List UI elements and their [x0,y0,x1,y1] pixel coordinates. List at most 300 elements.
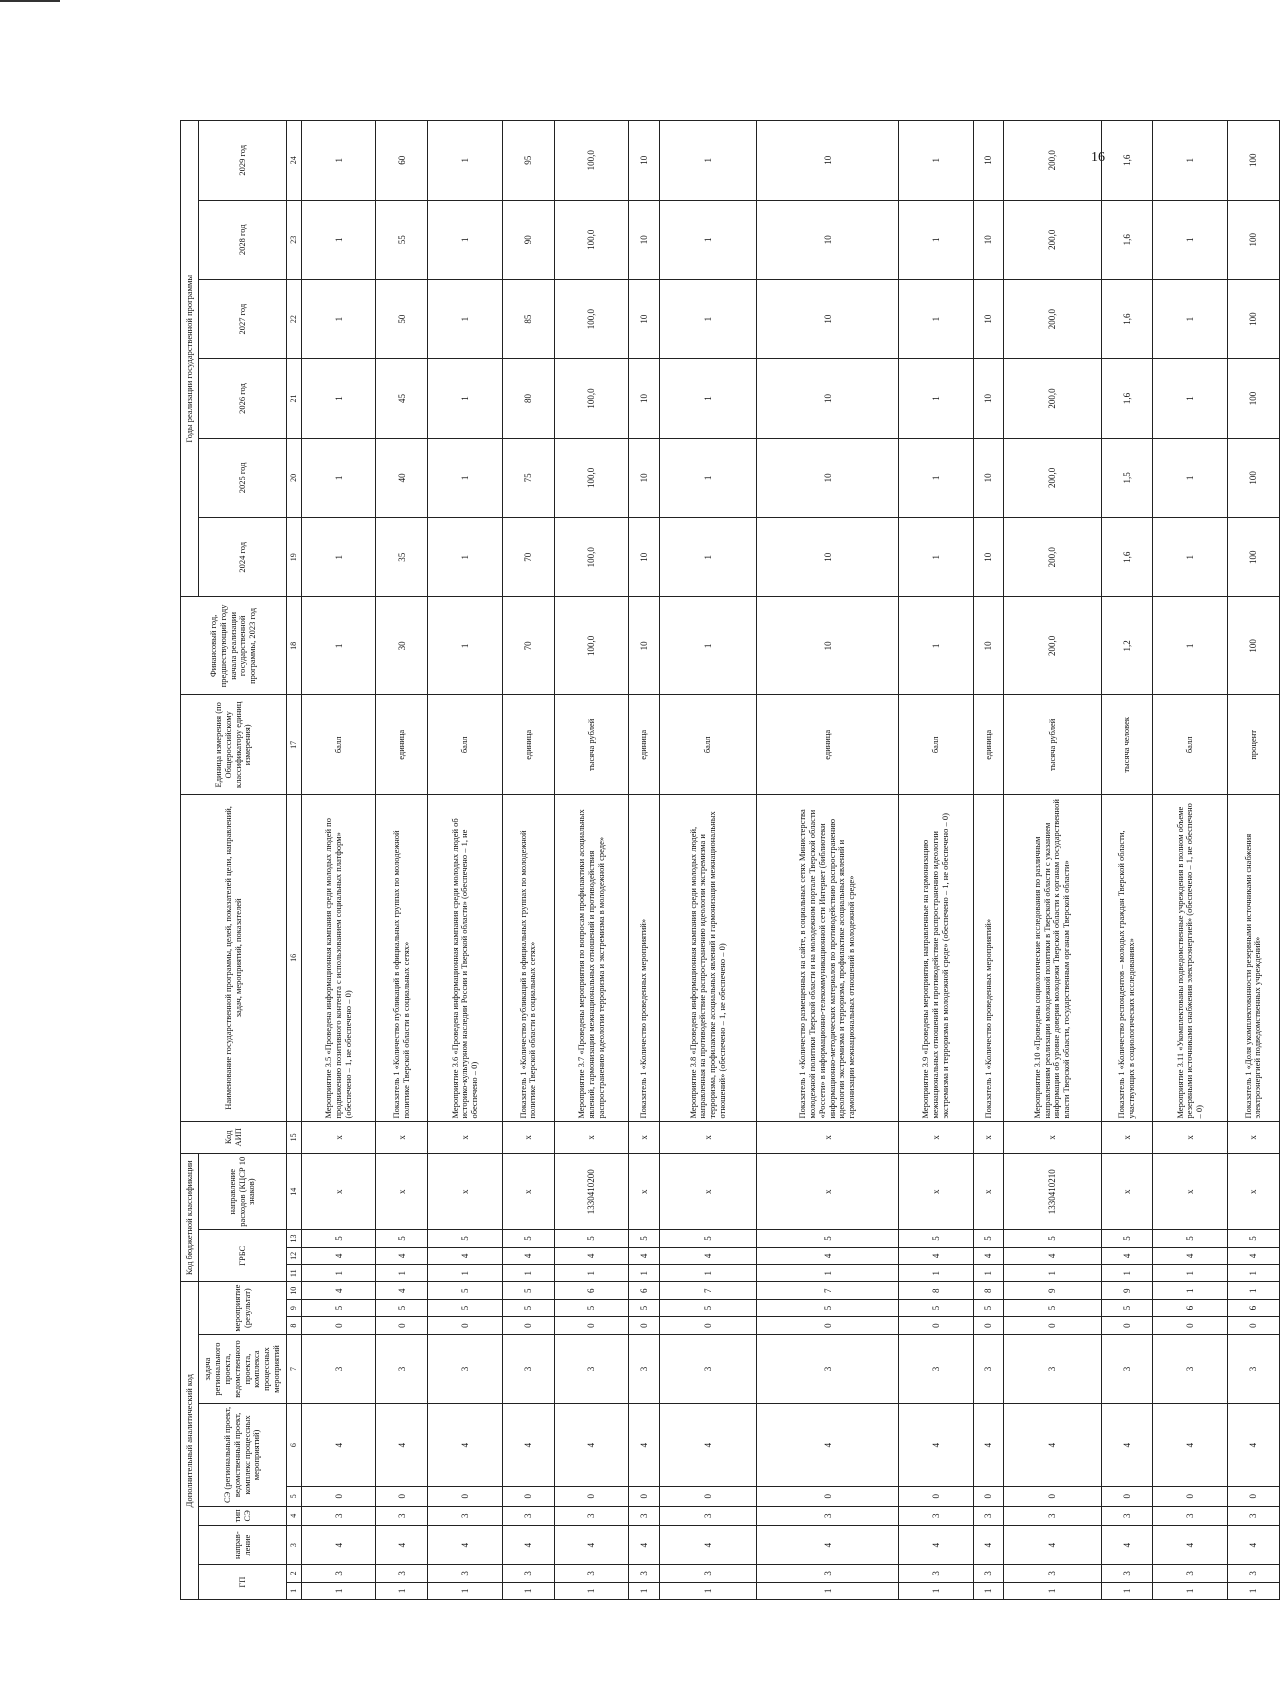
table-row [376,121,428,1600]
code-cell: 1 [428,1265,502,1282]
code-cell: 0 [376,1317,428,1334]
code-cell: 4 [1101,1247,1153,1264]
description-cell: Показатель 1 «Количество проведенных мероприятий» [973,795,1004,1121]
table-row [428,121,502,1600]
year-value-cell: 10 [757,438,899,517]
code-cell: 4 [376,1526,428,1565]
year-value-cell: 1 [899,359,973,438]
code-cell: 4 [1004,1404,1101,1487]
table-row [899,121,973,1600]
code-cell: 0 [1101,1486,1153,1506]
aip-cell: x [302,1121,376,1154]
code-cell: 3 [428,1506,502,1526]
code-cell: 3 [1101,1565,1153,1582]
aip-cell: x [1101,1121,1153,1154]
code-cell: 1 [899,1265,973,1282]
aip-cell: x [1153,1121,1227,1154]
code-cell: 4 [554,1247,628,1264]
code-cell: 4 [629,1247,660,1264]
column-number: 13 [287,1230,302,1247]
code-cell: 6 [1153,1299,1227,1316]
code-cell: 1 [757,1265,899,1282]
column-number: 17 [287,695,302,795]
code-cell: 1 [1101,1265,1153,1282]
code-cell: 8 [899,1282,973,1300]
base-value-cell: 200,0 [1004,597,1101,695]
code-cell: 1 [376,1265,428,1282]
code-cell: 1 [660,1265,757,1282]
code-cell: 4 [1153,1526,1227,1565]
year-value-cell: 1 [302,121,376,201]
table-row [554,121,628,1600]
year-value-cell: 1 [302,359,376,438]
year-value-cell: 100,0 [554,359,628,438]
description-cell: Показатель 1 «Количество размещенных на сайте, в социальных сетях Министерства молодежной политики Тверской области и на молодежном портале Тверской области «Россети» в информационно-телекоммуникационной сети Интернет (библиотеки информационно-методических материалов по противодействию распространению идеологии экстремизма и терроризма, профилактике асоциальных явлений и гармонизации межнациональных отношений в молодежной среде» [757,795,899,1121]
table-row [1101,121,1153,1600]
year-value-cell: 200,0 [1004,359,1101,438]
year-value-cell: 80 [502,359,554,438]
kcsr-cell: x [1227,1154,1279,1230]
column-number: 23 [287,200,302,279]
year-value-cell: 1,6 [1101,279,1153,358]
code-cell: 4 [1227,1247,1279,1264]
aip-code-header: Код АИП [181,1121,287,1154]
year-value-cell: 100 [1227,279,1279,358]
code-cell: 0 [629,1317,660,1334]
fin-year-header: Финансовый год, предшествующий году начала реализации государственной программы, 2023 год [181,597,287,695]
code-cell: 3 [1004,1565,1101,1582]
code-cell: 0 [1153,1486,1227,1506]
aip-cell: x [502,1121,554,1154]
year-value-cell: 1 [428,121,502,201]
column-number-row [287,121,302,1600]
code-cell: 5 [1004,1299,1101,1316]
code-cell: 4 [428,1526,502,1565]
aip-cell: x [1004,1121,1101,1154]
code-cell: 5 [554,1230,628,1247]
aip-cell: x [899,1121,973,1154]
year-value-cell: 90 [502,200,554,279]
code-cell: 4 [376,1404,428,1487]
code-cell: 3 [1227,1565,1279,1582]
code-cell: 0 [899,1486,973,1506]
kcsr-cell: x [629,1154,660,1230]
description-cell: Мероприятие 3.6 «Проведена информационная кампания среди молодых людей об историко-культурном наследии России и Тверской области» (обеспечено – 1, не обеспечено – 0) [428,795,502,1121]
code-cell: 3 [554,1334,628,1404]
table-row [973,121,1004,1600]
code-cell: 3 [1153,1506,1227,1526]
code-cell: 0 [757,1486,899,1506]
year-value-cell: 1 [899,438,973,517]
year-value-cell: 95 [502,121,554,201]
description-cell: Мероприятие 3.5 «Проведена информационная кампания среди молодых людей по продвижению позитивного контента с использованием социальных платформ» (обеспечено – 1, не обеспечено – 0) [302,795,376,1121]
code-cell: 3 [502,1334,554,1404]
code-cell: 3 [757,1506,899,1526]
aip-cell: x [554,1121,628,1154]
year-value-cell: 200,0 [1004,200,1101,279]
code-cell: 7 [757,1282,899,1300]
code-cell: 3 [554,1506,628,1526]
year-value-cell: 1 [428,518,502,597]
year-value-cell: 1,6 [1101,200,1153,279]
grbs-header: ГРБС [199,1230,287,1282]
year-value-cell: 200,0 [1004,121,1101,201]
code-cell: 5 [376,1230,428,1247]
code-cell: 0 [899,1317,973,1334]
code-cell: 5 [502,1230,554,1247]
code-cell: 1 [502,1582,554,1599]
unit-cell: единица [757,695,899,795]
year-value-cell: 10 [629,438,660,517]
code-cell: 3 [899,1334,973,1404]
code-cell: 3 [660,1565,757,1582]
year-value-cell: 200,0 [1004,438,1101,517]
code-cell: 4 [554,1526,628,1565]
year-value-cell: 1 [302,438,376,517]
code-cell: 4 [899,1247,973,1264]
year-value-cell: 100 [1227,518,1279,597]
unit-cell: тысяча человек [1101,695,1153,795]
unit-cell: балл [660,695,757,795]
kcsr-cell: 1330410210 [1004,1154,1101,1230]
code-cell: 1 [899,1582,973,1599]
unit-cell: тысяча рублей [554,695,628,795]
year-value-cell: 1 [899,121,973,201]
base-value-cell: 70 [502,597,554,695]
year-header: 2028 год [199,200,287,279]
napr-rashodov-header: направление расходов (КЦСР 10 знаков) [199,1154,287,1230]
code-cell: 4 [1101,1526,1153,1565]
code-cell: 4 [1004,1247,1101,1264]
code-cell: 4 [376,1282,428,1300]
year-value-cell: 1,6 [1101,121,1153,201]
code-cell: 4 [302,1282,376,1300]
code-cell: 3 [757,1334,899,1404]
code-cell: 0 [1227,1317,1279,1334]
program-table [180,120,1280,1600]
column-number: 20 [287,438,302,517]
year-value-cell: 1 [1153,200,1227,279]
year-value-cell: 10 [629,200,660,279]
column-number: 14 [287,1154,302,1230]
code-cell: 5 [554,1299,628,1316]
year-value-cell: 75 [502,438,554,517]
code-cell: 1 [554,1265,628,1282]
code-cell: 4 [502,1404,554,1487]
code-cell: 0 [973,1486,1004,1506]
description-cell: Мероприятие 3.7 «Проведены мероприятия по вопросам профилактики асоциальных явлений, гармонизации межнациональных отношений и противодействия распространению идеологии терроризма и экстремизма в молодежной среде» [554,795,628,1121]
code-cell: 4 [428,1404,502,1487]
se-header: СЭ (региональный проект, ведомственный проект, комплекс процессных мероприятий) [199,1404,287,1506]
column-number: 6 [287,1404,302,1487]
year-value-cell: 45 [376,359,428,438]
code-cell: 6 [629,1282,660,1300]
code-cell: 4 [660,1526,757,1565]
column-number: 19 [287,518,302,597]
code-cell: 5 [1004,1230,1101,1247]
code-cell: 3 [376,1334,428,1404]
year-value-cell: 200,0 [1004,518,1101,597]
code-cell: 1 [629,1582,660,1599]
gp-header: ГП [199,1565,287,1600]
code-cell: 1 [1004,1582,1101,1599]
year-value-cell: 10 [973,121,1004,201]
year-value-cell: 1 [428,200,502,279]
tip-se-header: тип СЭ [199,1506,287,1526]
code-cell: 3 [660,1334,757,1404]
napravlenie-header: направ-ление [199,1526,287,1565]
aip-cell: x [1227,1121,1279,1154]
column-number: 11 [287,1265,302,1282]
column-number: 1 [287,1582,302,1599]
code-cell: 4 [973,1247,1004,1264]
code-cell: 5 [502,1282,554,1300]
kcsr-cell: x [973,1154,1004,1230]
code-cell: 3 [1153,1565,1227,1582]
code-cell: 5 [660,1230,757,1247]
code-cell: 4 [973,1526,1004,1565]
program-table-rotated [180,120,1280,1600]
unit-cell: процент [1227,695,1279,795]
code-cell: 4 [1227,1404,1279,1487]
code-cell: 1 [973,1582,1004,1599]
year-value-cell: 100,0 [554,279,628,358]
year-value-cell: 1 [302,279,376,358]
year-header: 2026 год [199,359,287,438]
code-cell: 5 [899,1299,973,1316]
code-cell: 4 [376,1247,428,1264]
unit-cell: единица [629,695,660,795]
code-cell: 3 [629,1565,660,1582]
column-number: 15 [287,1121,302,1154]
year-value-cell: 1 [660,359,757,438]
description-cell: Мероприятие 3.9 «Проведены мероприятия, направленные на гармонизацию межнациональных отношений и противодействие распространению идеологии экстремизма и терроризма в молодежной среде» (обеспечено – 1, не обеспечено – 0) [899,795,973,1121]
code-cell: 0 [302,1317,376,1334]
code-cell: 4 [554,1404,628,1487]
code-cell: 5 [428,1282,502,1300]
year-value-cell: 55 [376,200,428,279]
unit-cell: единица [973,695,1004,795]
description-cell: Показатель 1 «Количество публикаций в официальных группах по молодежной политике Тверской области в социальных сетях» [376,795,428,1121]
description-cell: Показатель 1 «Количество публикаций в официальных группах по молодежной политике Тверской области в социальных сетях» [502,795,554,1121]
year-value-cell: 100 [1227,121,1279,201]
year-value-cell: 1 [428,438,502,517]
table-row [1227,121,1279,1600]
code-cell: 1 [376,1582,428,1599]
zadacha-header: задача регионального проекта, ведомственного проекта, комплекса процессных мероприятий [199,1334,287,1404]
code-cell: 3 [428,1565,502,1582]
code-cell: 1 [554,1582,628,1599]
description-cell: Мероприятие 3.10 «Проведены социологические исследования по различным направлениям реализации молодежной политики в Тверской области с указанием информации об уровне доверия молодежи Тверской области к органам государственной власти Тверской области, государственным органам Тверской области» [1004,795,1101,1121]
code-cell: 0 [302,1486,376,1506]
year-value-cell: 10 [757,359,899,438]
page-number: 16 [1091,150,1105,165]
kcsr-cell: x [1153,1154,1227,1230]
code-cell: 0 [554,1317,628,1334]
base-value-cell: 1,2 [1101,597,1153,695]
code-cell: 1 [629,1265,660,1282]
code-cell: 5 [428,1299,502,1316]
code-cell: 3 [660,1506,757,1526]
kcsr-cell: x [376,1154,428,1230]
code-cell: 4 [502,1526,554,1565]
year-value-cell: 1 [660,279,757,358]
kcsr-cell: 1330410200 [554,1154,628,1230]
year-value-cell: 1 [899,518,973,597]
code-cell: 0 [554,1486,628,1506]
table-row [660,121,757,1600]
base-value-cell: 10 [629,597,660,695]
meropriyatie-header: мероприятие (результат) [199,1282,287,1334]
unit-header: Единица измерения (по Общероссийскому классификатору единиц измерения) [181,695,287,795]
code-cell: 8 [973,1282,1004,1300]
year-value-cell: 35 [376,518,428,597]
unit-cell: балл [302,695,376,795]
base-value-cell: 1 [660,597,757,695]
year-value-cell: 100,0 [554,121,628,201]
year-value-cell: 100,0 [554,518,628,597]
code-cell: 4 [1101,1404,1153,1487]
unit-cell: балл [1153,695,1227,795]
code-cell: 0 [1004,1486,1101,1506]
column-number: 21 [287,359,302,438]
year-value-cell: 10 [973,279,1004,358]
year-value-cell: 1 [660,518,757,597]
column-number: 2 [287,1565,302,1582]
year-value-cell: 1 [1153,438,1227,517]
code-cell: 4 [502,1247,554,1264]
code-cell: 3 [554,1565,628,1582]
year-header: 2025 год [199,438,287,517]
base-value-cell: 30 [376,597,428,695]
year-value-cell: 10 [973,518,1004,597]
code-cell: 4 [629,1526,660,1565]
code-cell: 6 [554,1282,628,1300]
year-value-cell: 1 [1153,279,1227,358]
year-value-cell: 10 [629,359,660,438]
code-cell: 4 [899,1404,973,1487]
code-cell: 1 [1227,1582,1279,1599]
year-value-cell: 1 [302,518,376,597]
year-value-cell: 10 [629,518,660,597]
code-cell: 3 [973,1506,1004,1526]
year-value-cell: 1 [899,279,973,358]
column-number: 3 [287,1526,302,1565]
code-cell: 3 [1227,1506,1279,1526]
code-cell: 3 [629,1506,660,1526]
base-value-cell: 1 [899,597,973,695]
year-header: 2029 год [199,121,287,201]
code-cell: 3 [502,1506,554,1526]
code-cell: 4 [660,1247,757,1264]
years-group-header: Годы реализации государственной программы [181,121,199,597]
code-cell: 0 [428,1317,502,1334]
aip-cell: x [629,1121,660,1154]
year-value-cell: 10 [973,438,1004,517]
aip-cell: x [973,1121,1004,1154]
description-cell: Мероприятие 3.8 «Проведена информационная кампания среди молодых людей, направленная на противодействие распространению идеологии экстремизма и терроризма, профилактике асоциальных явлений и гармонизации межнациональных отношений» (обеспечено – 1, не обеспечено – 0) [660,795,757,1121]
year-value-cell: 1,6 [1101,518,1153,597]
code-cell: 0 [973,1317,1004,1334]
code-cell: 4 [428,1247,502,1264]
code-cell: 0 [1101,1317,1153,1334]
code-cell: 1 [428,1582,502,1599]
year-value-cell: 10 [757,200,899,279]
base-value-cell: 10 [973,597,1004,695]
column-number: 10 [287,1282,302,1300]
code-cell: 5 [899,1230,973,1247]
code-cell: 0 [502,1317,554,1334]
code-cell: 5 [757,1299,899,1316]
aip-cell: x [660,1121,757,1154]
code-cell: 3 [428,1334,502,1404]
base-value-cell: 100 [1227,597,1279,695]
code-cell: 1 [1101,1582,1153,1599]
code-cell: 5 [1227,1230,1279,1247]
code-cell: 3 [629,1334,660,1404]
code-cell: 4 [1153,1404,1227,1487]
code-cell: 0 [376,1486,428,1506]
unit-cell: единица [376,695,428,795]
code-cell: 3 [1101,1506,1153,1526]
code-cell: 5 [973,1230,1004,1247]
code-cell: 1 [973,1265,1004,1282]
code-cell: 1 [1153,1582,1227,1599]
year-value-cell: 40 [376,438,428,517]
year-value-cell: 1 [428,279,502,358]
year-value-cell: 100 [1227,359,1279,438]
code-cell: 3 [302,1565,376,1582]
code-cell: 9 [1101,1282,1153,1300]
year-value-cell: 1 [660,438,757,517]
year-value-cell: 100,0 [554,200,628,279]
code-cell: 0 [660,1317,757,1334]
kcsr-cell: x [502,1154,554,1230]
code-cell: 0 [629,1486,660,1506]
unit-cell: балл [428,695,502,795]
code-cell: 4 [757,1526,899,1565]
kcsr-cell: x [1101,1154,1153,1230]
kcsr-cell: x [302,1154,376,1230]
code-cell: 4 [1227,1526,1279,1565]
year-value-cell: 1 [1153,121,1227,201]
year-value-cell: 100 [1227,200,1279,279]
code-cell: 0 [757,1317,899,1334]
code-cell: 1 [302,1265,376,1282]
aip-cell: x [376,1121,428,1154]
column-number: 9 [287,1299,302,1316]
code-cell: 0 [428,1486,502,1506]
code-cell: 7 [660,1282,757,1300]
table-row [757,121,899,1600]
code-cell: 3 [1101,1334,1153,1404]
kcsr-cell: x [757,1154,899,1230]
year-value-cell: 10 [629,279,660,358]
column-number: 4 [287,1506,302,1526]
code-cell: 3 [899,1565,973,1582]
code-cell: 0 [1004,1317,1101,1334]
code-cell: 1 [502,1265,554,1282]
base-value-cell: 1 [302,597,376,695]
code-cell: 3 [1153,1334,1227,1404]
year-value-cell: 10 [757,518,899,597]
code-cell: 4 [973,1404,1004,1487]
code-cell: 5 [428,1230,502,1247]
base-value-cell: 1 [1153,597,1227,695]
year-value-cell: 10 [757,279,899,358]
column-number: 22 [287,279,302,358]
code-cell: 3 [973,1334,1004,1404]
